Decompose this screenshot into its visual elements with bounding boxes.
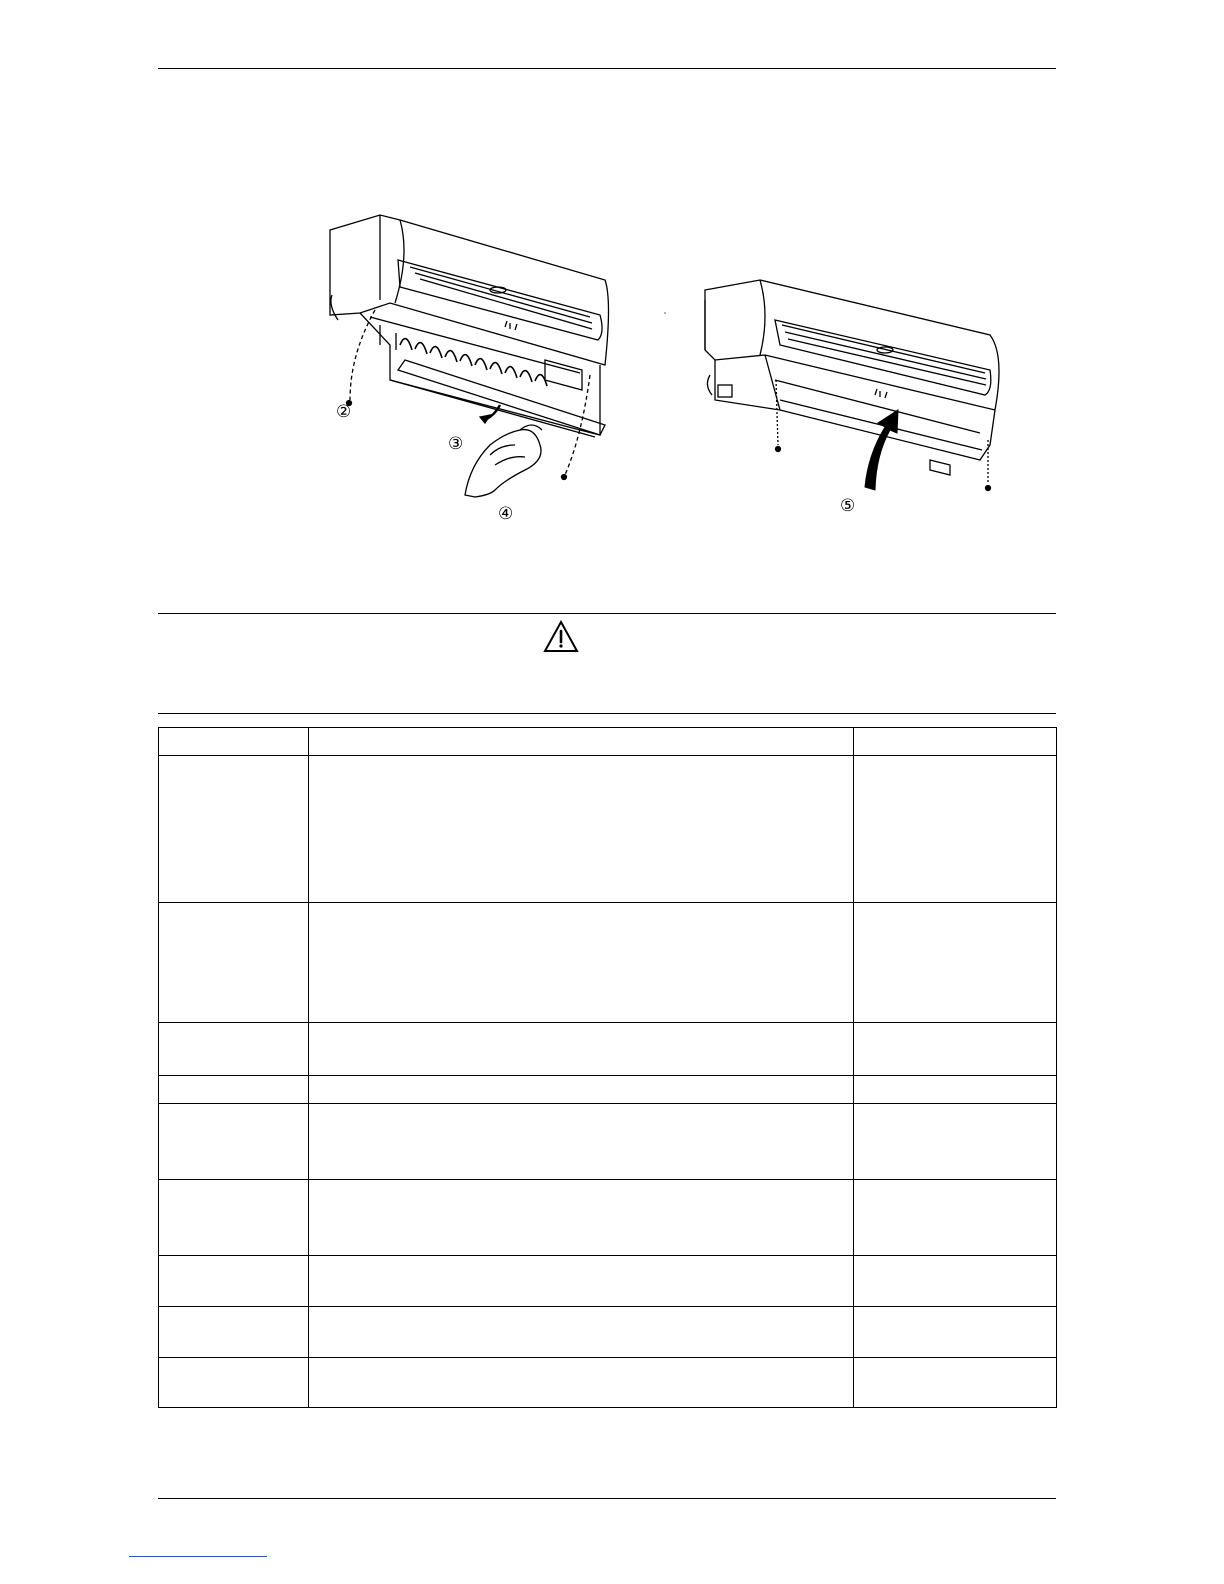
table-cell [854, 1307, 1057, 1358]
top-rule [158, 68, 1056, 69]
table-cell [309, 1358, 854, 1408]
step-3-label: ③ [448, 434, 464, 454]
table-row [159, 1023, 1057, 1076]
table-row [159, 1104, 1057, 1180]
table-cell [159, 728, 309, 756]
table-cell [159, 1076, 309, 1104]
table-header-row [159, 728, 1057, 756]
table-cell [159, 1307, 309, 1358]
table-cell [309, 1104, 854, 1180]
table-cell [159, 756, 309, 903]
table-cell [309, 1076, 854, 1104]
table-cell [309, 756, 854, 903]
table-row [159, 1180, 1057, 1256]
table-cell [159, 1104, 309, 1180]
section-rule [158, 613, 1056, 614]
table-cell [309, 1307, 854, 1358]
table-cell [159, 1023, 309, 1076]
table-cell [854, 756, 1057, 903]
indoor-unit-closed [705, 280, 999, 491]
table-cell [159, 1256, 309, 1307]
table-cell [159, 903, 309, 1023]
step-4-label: ④ [498, 504, 514, 524]
table-cell [854, 1104, 1057, 1180]
step-5-label: ⑤ [840, 496, 856, 516]
table-cell [309, 728, 854, 756]
table-cell [854, 1076, 1057, 1104]
table-row [159, 903, 1057, 1023]
table-cell [854, 1023, 1057, 1076]
troubleshooting-table [158, 727, 1057, 1408]
table-row [159, 1256, 1057, 1307]
table-cell [854, 903, 1057, 1023]
table-cell [854, 1256, 1057, 1307]
table-cell [854, 728, 1057, 756]
bottom-rule [158, 1498, 1056, 1499]
table-cell [854, 1358, 1057, 1408]
step-2-label: ② [336, 402, 352, 422]
table-row [159, 756, 1057, 903]
table-row [159, 1307, 1057, 1358]
footer-link-underline[interactable] [129, 1556, 267, 1557]
table-row [159, 1358, 1057, 1408]
table-cell [309, 1023, 854, 1076]
table-cell [309, 1180, 854, 1256]
table-top-rule [158, 713, 1056, 714]
table-cell [159, 1180, 309, 1256]
table-row [159, 1076, 1057, 1104]
warning-triangle-icon [543, 620, 579, 654]
unit-cleaning-illustration [320, 205, 1020, 535]
table-cell [309, 903, 854, 1023]
indoor-unit-open [330, 215, 609, 497]
table-cell [159, 1358, 309, 1408]
table-cell [309, 1256, 854, 1307]
table-cell [854, 1180, 1057, 1256]
